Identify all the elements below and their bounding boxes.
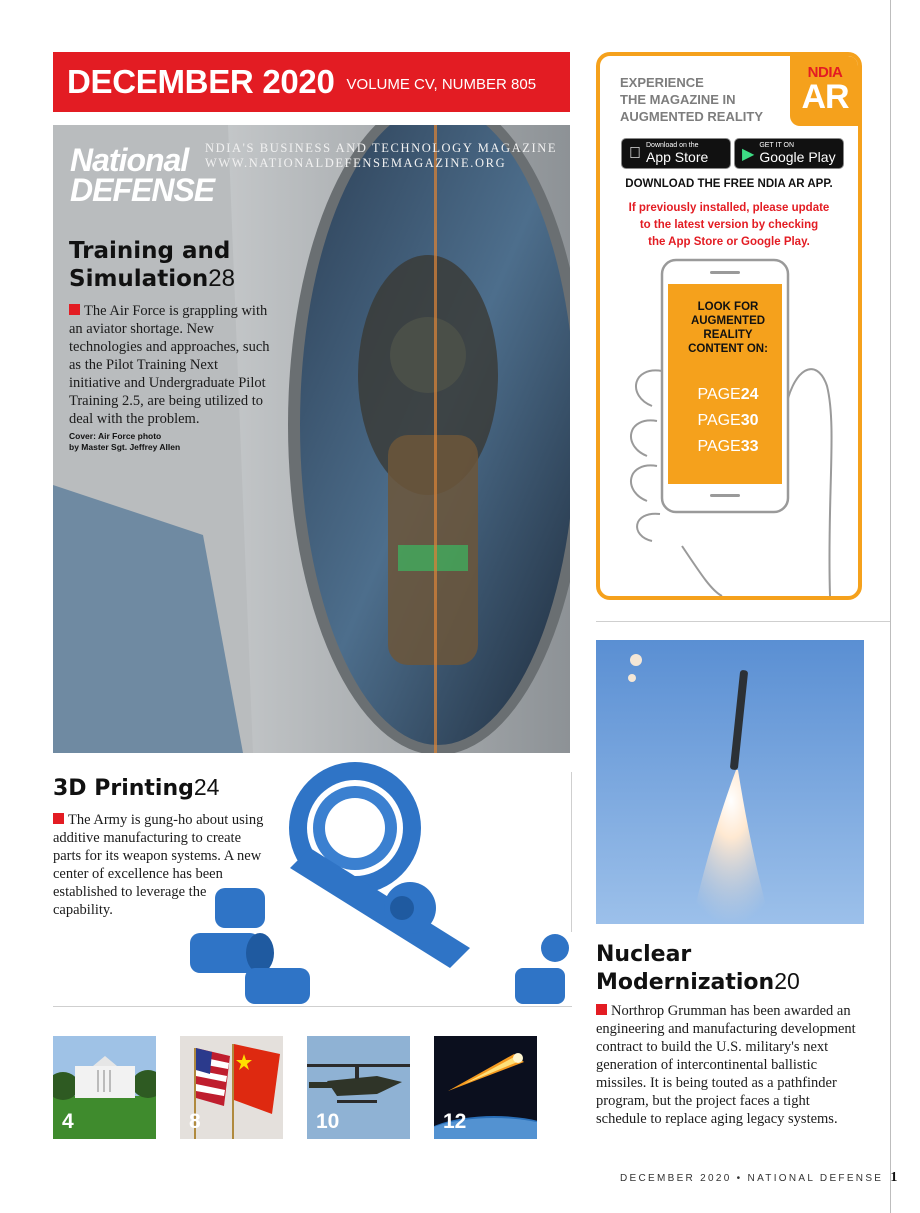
ar-download-text: DOWNLOAD THE FREE NDIA AR APP. — [625, 178, 833, 190]
issue-header — [53, 52, 570, 112]
app-store-button[interactable]: Download on the App Store — [621, 138, 731, 169]
ar-page-list — [668, 382, 788, 460]
bullet-square-icon — [69, 304, 80, 315]
ar-look-for: LOOK FOR AUGMENTED REALITY CONTENT ON: — [688, 301, 768, 355]
thumbnail-hypersonic[interactable] — [434, 1036, 537, 1139]
bullet-square-icon — [596, 1004, 607, 1015]
cover-story-title[interactable]: Training and Simulation28 — [69, 238, 235, 292]
cover-story-summary: The Air Force is grappling with an aviator shortage. New technologies and approaches, such as the Pilot Training Next initiative and Undergraduate Pilot Training 2.5, are being utilized to deal with the problem. — [69, 303, 270, 427]
column-rule — [571, 772, 572, 932]
missile-launch-illustration — [596, 640, 864, 924]
cover-image[interactable] — [53, 125, 570, 753]
google-play-button[interactable]: ▶ GET IT ON Google Play — [734, 138, 844, 169]
thumbnail-page-number: 10 — [316, 1110, 340, 1133]
footer-text: DECEMBER 2020 • NATIONAL DEFENSE — [620, 1173, 884, 1184]
page-number: 1 — [890, 1170, 898, 1185]
printing-story-page: 24 — [193, 774, 220, 800]
thumbnail-flags[interactable] — [180, 1036, 283, 1139]
thumbnail-page-number: 12 — [443, 1110, 467, 1133]
printing-story-summary: The Army is gung-ho about using additive manufacturing to create parts for its weapon systems. A new center of excellence has been established to leverage the capability. — [53, 812, 264, 918]
ndia-ar-badge: NDIA AR — [790, 56, 860, 126]
thumbnail-page-number: 4 — [62, 1110, 74, 1133]
thumbnail-white-house[interactable] — [53, 1036, 156, 1139]
phone-screen — [668, 288, 788, 488]
printing-story-title[interactable]: 3D Printing24 — [53, 774, 220, 801]
magazine-url: WWW.NATIONALDEFENSEMAGAZINE.ORG — [205, 156, 507, 170]
missile-launch-photo[interactable] — [596, 640, 864, 924]
page-footer — [620, 1170, 897, 1186]
nuclear-story-summary: Northrop Grumman has been awarded an engineering and manufacturing development contract to build the U.S. military's next generation of intercontinental ballistic missiles. It is being touted as a pathfinder program, but the project faces a tight schedule to replace aging legacy systems. — [596, 1003, 856, 1127]
ar-promo-box — [596, 52, 862, 600]
nuclear-story-page: 20 — [774, 968, 800, 994]
cover-credit: Cover: Air Force photo by Master Sgt. Jeffrey Allen — [69, 431, 181, 452]
issue-volume: VOLUME CV, NUMBER 805 — [346, 75, 537, 93]
magazine-logo: National DEFENSE — [70, 142, 215, 209]
bullet-square-icon — [53, 813, 64, 824]
ar-update-note: If previously installed, please update to the latest version by checking the App Store or Google Play. — [628, 202, 830, 248]
magazine-tagline: NDIA'S BUSINESS AND TECHNOLOGY MAGAZINE WWW.NATIONALDEFENSEMAGAZINE.ORG — [205, 141, 558, 170]
issue-date: DECEMBER 2020 — [67, 63, 335, 100]
ar-page-item[interactable]: PAGE30 — [697, 412, 759, 429]
apple-icon — [629, 145, 641, 163]
thumbnail-page-number: 8 — [189, 1110, 201, 1133]
ar-page-item[interactable]: PAGE33 — [697, 438, 759, 455]
cover-story-page: 28 — [208, 265, 235, 292]
thumbnail-helicopter[interactable] — [307, 1036, 410, 1139]
divider-rule — [596, 621, 890, 622]
ar-page-item[interactable]: PAGE24 — [697, 386, 759, 403]
page-edge-rule — [890, 0, 891, 1213]
ar-heading: EXPERIENCE THE MAGAZINE IN AUGMENTED REALITY — [620, 75, 763, 124]
play-icon: ▶ — [742, 145, 755, 163]
nuclear-story-title[interactable]: Nuclear Modernization20 — [596, 942, 800, 995]
